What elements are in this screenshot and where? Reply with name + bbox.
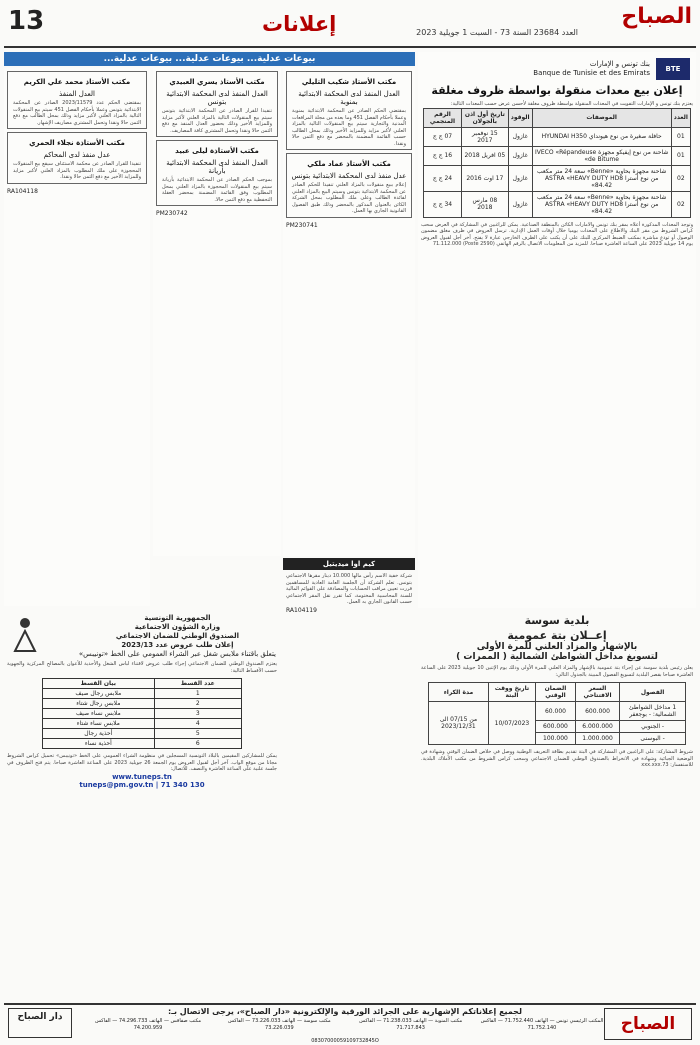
notice-body: بمقتضى الحكم الصادر عن المحكمة الابتدائية بمنوبة وعملا بأحكام الفصل 451 وما بعده من مجلة المرافعات المدنية والتجارية سيتم بيع المنقولات التالية بالمزاد العلني لأكبر مزايد وللمزايد الأخير وذلك بمحل الطالب حسب القائمة المضمنة بالمحضر مع دفع الثمن حالا ونقدا. <box>292 108 406 147</box>
judicial-notice <box>7 132 147 184</box>
notice-body: تنفيذا للقرار الصادر عن محكمة الاستئناف سيقع بيع المنقولات المحجوزة على ملك المطلوب بالمزاد العلني لأكبر مزايد وللمزايد الأخير مع دفع الثمن حالا ونقدا. <box>13 161 141 180</box>
org-line-2: وزارة الشؤون الاجتماعية <box>134 623 221 631</box>
notice-column-mid2 <box>153 68 281 556</box>
tender-body: يمكن للمشاركين المقيمين بالبلاد التونسية المسجلين في منظومة الشراء العمومي على الخط «تونيبس» تحميل كراس الشروط مجانا من موقع الواب. آخر أجل لقبول العروض يوم الجمعة 26 جويلية 2023 على الساعة العاشرة صباحا. يتم فتح الظروف في جلسة علنية على الساعة العاشرة والنصف. للاتصال: <box>7 753 277 772</box>
table-cell: - الجنوبي <box>620 721 686 733</box>
bank-header <box>418 58 690 80</box>
contact-office: مكتب صفاقس — الهاتف 74.296.733 — الفاكس 74.200.959 <box>94 1018 202 1031</box>
municipality-sub2: لتسويغ مداخل الشواطئ الشمالية ( الممرات ) <box>456 652 658 662</box>
notice-column-mid <box>283 68 415 556</box>
notice-ref: RA104118 <box>7 187 38 195</box>
issue-line: العدد 23684 السنة 73 - السبت 1 جويلية 2023 <box>416 28 578 37</box>
table-row <box>43 689 242 699</box>
table-cell: 6 <box>154 739 241 749</box>
judicial-notice <box>156 140 278 206</box>
bank-notice <box>418 52 696 608</box>
table-row <box>43 739 242 749</box>
municipality-sub1: بالإشهار والمزاد العلني للمرة الأولى <box>476 642 638 652</box>
table-row <box>424 191 691 217</box>
notice-subtitle: العدل المنفذ <box>59 90 95 98</box>
col-header: بيان القسط <box>43 679 155 689</box>
company-notice-body: شركة خفية الاسم رأس مالها 10.000 دينار مقرها الاجتماعي بتونس. تعلم الشركة أن الجلسة العامة العادية للمساهمين قررت تعيين مراقب الحسابات والمصادقة على القوائم المالية للسنة المحاسبية المختومة، كما تقرر نقل المقر الاجتماعي حسب القانون الجاري به العمل. <box>286 573 412 605</box>
table-cell: من 07/15 الى 2023/12/31 <box>429 702 489 745</box>
municipality-body: يعلن رئيس بلدية سوسة عن إجراء بتة عمومية بالإشهار والمزاد العلني للمرة الأولى وذلك يوم الإثنين 10 جويلية 2023 على الساعة العاشرة صباحا بقصر البلدية لتسويغ الفصول المبينة بالجدول التالي: <box>421 665 694 678</box>
page-header <box>4 4 696 48</box>
page-number: 13 <box>8 6 45 36</box>
contact-office: مكتب المنوبة — الهاتف 71.238.033 — الفاكس 71.717.843 <box>359 1018 463 1031</box>
bank-name-ar: بنك تونس و الإمارات <box>589 60 650 68</box>
notice-body: تنفيذا للقرار الصادر عن المحكمة الابتدائية بتونس سيتم بيع المنقولات التالية بالمزاد العلني لأكبر مزايد وللمزايد الأخير وذلك بحضور العدل المنفذ مع دفع الثمن حالا ونقدا وتحمل المشتري كافة المصاريف. <box>162 108 272 134</box>
table-cell: غازول <box>508 165 532 191</box>
table-cell: ملابس رجال شتاء <box>43 699 155 709</box>
table-row <box>43 709 242 719</box>
bank-logo-icon: BTE <box>656 58 690 80</box>
col-header: الفصول <box>620 683 686 702</box>
cnss-logo-icon <box>8 614 42 654</box>
notice-title: مكتب الأستاذة ليلى عبيد <box>175 147 259 155</box>
notice-subtitle: العدل المنفذ لدى المحكمة الابتدائية بمنوبة <box>298 90 400 106</box>
table-cell: 34 ج ج <box>424 191 462 217</box>
municipality-notice <box>418 612 696 1000</box>
dar-assabah-logo: دار الصباح <box>8 1008 72 1038</box>
notice-title: مكتب الأستاذ يسري العبيدي <box>169 78 265 86</box>
table-cell: 60.000 <box>536 702 576 721</box>
col-header: الوقود <box>508 108 532 127</box>
table-cell: 15 نوفمبر 2017 <box>461 127 508 146</box>
table-cell: 17 اوت 2016 <box>461 165 508 191</box>
table-cell: 05 افريل 2018 <box>461 146 508 165</box>
col-header: الضمان الوقتي <box>536 683 576 702</box>
org-line-3: الصندوق الوطني للضمان الاجتماعي <box>115 632 239 640</box>
org-line-1: الجمهورية التونسية <box>144 614 211 622</box>
notice-ref: RA104119 <box>286 606 317 614</box>
col-header: تاريخ أول اذن بالجولان <box>461 108 508 127</box>
municipality-conditions: شروط المشاركة: على الراغبين في المشاركة في البتة تقديم بطاقة التعريف الوطنية ووصل في خلاص الضمان الوقتي وشهادة في الوضعية الجبائية وشهادة في الانخراط بالصندوق الوطني للضمان الاجتماعي وسحب كراس الشروط من مكتب الأملاك البلدية. للاستفسار: 73.xxx.xxx <box>421 749 693 768</box>
notice-ref: PM230742 <box>156 210 188 217</box>
bank-name-fr: Banque de Tunisie et des Emirats <box>533 69 650 77</box>
footer-heading: لجميع إعلاناتكم الإشهارية على الجرائد الورقية والإلكترونية «دار الصباح»، يرجى الاتصال بـ: <box>168 1007 522 1016</box>
table-row <box>43 699 242 709</box>
tuneps-link[interactable]: www.tuneps.tn <box>112 772 172 781</box>
notice-body: إعلام ببيع منقولات بالمزاد العلني تنفيذا للحكم الصادر عن المحكمة الابتدائية بتونس وسيتم البيع بالمزاد العلني لفائدة الطالب وعلى ملك المطلوب بمحل الشركة الكائن بالعنوان المذكور بالمحضر وذلك طبق الفصول القانونية الجاري بها العمل. <box>292 182 406 214</box>
table-cell: غازول <box>508 127 532 146</box>
col-header: الرقم المنجمي <box>424 108 462 127</box>
judicial-notice <box>7 71 147 129</box>
contact-office: المكتب الرئيسي تونس — الهاتف 71.752.440 — الفاكس 71.752.140 <box>480 1018 604 1031</box>
lots-table <box>428 682 686 745</box>
table-cell: 01 <box>671 146 690 165</box>
notice-body: بمقتضى الحكم عدد 2023/11579 الصادر عن المحكمة الابتدائية بتونس وعملا بأحكام الفصل 451 سيتم بيع المنقولات التالية بالمزاد العلني لأكبر مزايد وذلك بمحل الطالب مع دفع الثمن حالا ونقدا وتحمل المشتري مصاريف الإشهار. <box>13 100 141 126</box>
municipality-name: بلدية سوسة <box>524 614 590 627</box>
notice-subtitle: العدل المنفذ لدى المحكمة الابتدائية بتونس <box>166 90 268 106</box>
company-notice-head: كيم اوا ميديتيل <box>283 558 415 570</box>
table-cell: شاحنة مجهزة بحاوية «Benne» سعة 24 متر مكعب من نوع أسترا ASTRA «HEAVY DUTY HD8 84.42» <box>532 191 671 217</box>
company-notice <box>283 558 415 1000</box>
table-row <box>424 146 691 165</box>
cnss-tender <box>4 612 280 1000</box>
col-header: السعر الافتتاحي <box>575 683 619 702</box>
table-cell: 2 <box>154 699 241 709</box>
table-cell: 5 <box>154 729 241 739</box>
bank-account: 08307000059109732845O <box>311 1038 379 1044</box>
table-cell: 08 مارس 2018 <box>461 191 508 217</box>
notice-subtitle: عدل منفذ لدى المحكمة الابتدائية بتونس <box>291 172 407 180</box>
table-cell: غازول <box>508 191 532 217</box>
table-cell: 100.000 <box>536 733 576 745</box>
lots-header <box>429 683 686 702</box>
col-header: العدد <box>671 108 690 127</box>
bank-body: وتوجد المعدات المذكورة أعلاه بمقر بنك تونس والامارات الكائن بالمنطقة الصناعية. يمكن للراغبين في المشاركة في العرض سحب كراس الشروط من مقر البنك والاطلاع على المعدات يوميا خلال أوقات العمل الإدارية. ترسل العروض في ظرف مغلق مضمون الوصول أو تودع مباشرة بمكتب الضبط المركزي للبنك على أن يكتب على الظرف الخارجي عبارة لا يفتح. آخر أجل لقبول العروض يوم 14 جويلية 2023 على الساعة العاشرة صباحا. للمزيد من المعلومات الاتصال بالرقم الهاتفي (Poste 2590) 71.112.000 <box>421 221 693 247</box>
notice-title: مكتب الأستاذ محمد علي الكريم <box>23 78 131 86</box>
ad-footer <box>4 1003 696 1045</box>
table-cell: غازول <box>508 146 532 165</box>
table-cell: أحذية رجال <box>43 729 155 739</box>
table-cell: 4 <box>154 719 241 729</box>
table-row <box>424 165 691 191</box>
table-cell: أحذية نساء <box>43 739 155 749</box>
table-cell: 3 <box>154 709 241 719</box>
table-row <box>43 729 242 739</box>
notice-title: مكتب الأستاذة نجلاء الحمري <box>29 139 125 147</box>
table-cell: 24 ج ج <box>424 165 462 191</box>
notice-column-left <box>4 68 150 606</box>
bank-notice-title: إعلان بيع معدات منقولة بواسطة ظروف مغلقة <box>431 84 683 97</box>
table-cell: ملابس رجال صيف <box>43 689 155 699</box>
tender-subject: يتعلق باقتناء ملابس شغل عبر الشراء العمومي على الخط «تونيبس» <box>78 650 276 658</box>
col-header: تاريخ ووقت البتة <box>488 683 535 702</box>
table-row <box>424 127 691 146</box>
table-cell: 1.000.000 <box>575 733 619 745</box>
col-header: مدة الكراء <box>429 683 489 702</box>
footer-logo: الصباح <box>604 1008 692 1040</box>
table-cell: 02 <box>671 191 690 217</box>
notice-subtitle: العدل المنفذ لدى المحكمة الابتدائية بأريانة <box>166 159 268 175</box>
table-cell: 1 مداخل الشواطئ الشمالية: - بوجعفر <box>620 702 686 721</box>
notice-ref: PM230741 <box>286 221 318 229</box>
notice-body: بموجب الحكم الصادر عن المحكمة الابتدائية بأريانة سيتم بيع المنقولات المحجوزة بالمزاد العلني بمحل المطلوب وفق القائمة المضمنة بمحضر العقلة التحفظية مع دفع الثمن حالا. <box>162 177 272 203</box>
items-header <box>43 679 242 689</box>
table-cell: ملابس نساء صيف <box>43 709 155 719</box>
tender-contact[interactable]: tuneps@pm.gov.tn | 71 340 130 <box>79 780 205 789</box>
table-cell: 01 <box>671 127 690 146</box>
newspaper-logo: الصباح <box>621 4 692 29</box>
lots-table <box>42 678 242 749</box>
table-cell: 600.000 <box>536 721 576 733</box>
table-row <box>43 719 242 729</box>
table-cell: - البوسنى <box>620 733 686 745</box>
notice-title: مكتب الأستاذ عماد ملكي <box>307 160 391 168</box>
table-cell: 600.000 <box>575 702 619 721</box>
notice-subtitle: عدل منفذ لدى المحاكم <box>43 151 111 159</box>
notices-banner <box>4 52 415 66</box>
vehicles-table-header <box>424 108 691 127</box>
table-cell: شاحنة مجهزة بحاوية «Benne» سعة 24 متر مكعب من نوع أسترا ASTRA «HEAVY DUTY HD8 84.42» <box>532 165 671 191</box>
table-cell: 10/07/2023 <box>488 702 535 745</box>
col-header: الموصفات <box>532 108 671 127</box>
vehicles-table <box>423 108 691 218</box>
contact-office: مكتب سوسة — الهاتف 73.226.033 — الفاكس 73.226.039 <box>227 1018 331 1031</box>
table-cell: 02 <box>671 165 690 191</box>
tender-number: إعلان طلب عروض عدد 2023/13 <box>121 641 234 649</box>
judicial-notice <box>286 71 412 150</box>
table-cell: شاحنة من نوع إيفيكو مجهزة IVECO «Répandeuse de Bitume» <box>532 146 671 165</box>
footer-contacts <box>84 1018 606 1031</box>
notice-title: مكتب الأستاذ شكيب التليلي <box>301 78 397 86</box>
judicial-notice <box>286 153 412 218</box>
table-cell: حافلة صغيرة من نوع هيونداي HYUNDAI H350 <box>532 127 671 146</box>
section-title: إعلانات <box>262 12 337 36</box>
table-cell: 1 <box>154 689 241 699</box>
notices-banner-text: بيوعات عدلية... بيوعات عدلية... بيوعات عدلية... <box>4 52 415 66</box>
table-cell: 6.000.000 <box>575 721 619 733</box>
table-row <box>429 702 686 721</box>
municipality-title: إعــلان بتة عمومية <box>507 629 607 642</box>
col-header: عدد القسط <box>154 679 241 689</box>
table-cell: 07 ج ج <box>424 127 462 146</box>
bank-intro: يعتزم بنك تونس و الإمارات التفويت في المعدات المنقولة بواسطة ظروف مغلقة لأحسن عرض حسب المعدات التالية: <box>450 101 693 107</box>
table-cell: 16 ج ج <box>424 146 462 165</box>
table-cell: ملابس نساء شتاء <box>43 719 155 729</box>
tender-intro: يعتزم الصندوق الوطني للضمان الاجتماعي إجراء طلب عروض لاقتناء لباس الشغل والأحذية للأعوان بالمصالح المركزية والجهوية حسب الأقساط التالية: <box>7 661 277 674</box>
judicial-notice <box>156 71 278 137</box>
